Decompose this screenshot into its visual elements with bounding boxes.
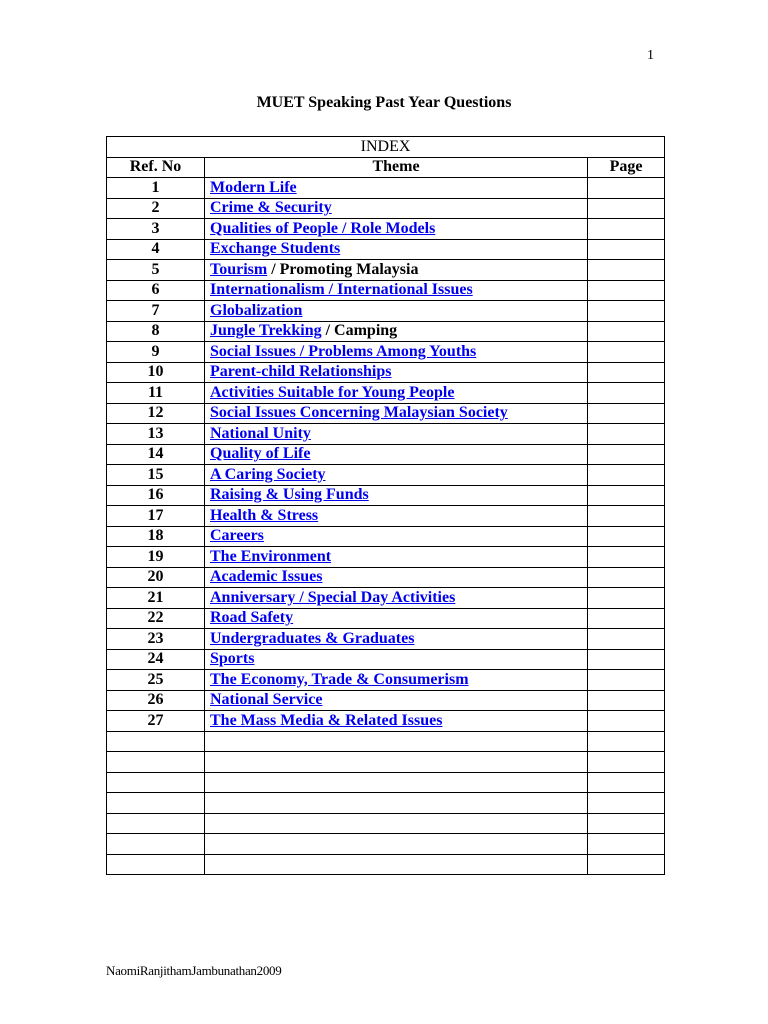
page-cell	[588, 362, 665, 383]
theme-link[interactable]: Internationalism / International Issues	[210, 281, 473, 299]
page-cell	[588, 834, 665, 855]
page-cell	[588, 547, 665, 568]
ref-no-cell: 17	[107, 506, 205, 527]
column-header-row	[107, 157, 665, 178]
ref-no-cell	[107, 834, 205, 855]
theme-link[interactable]: The Environment	[210, 547, 332, 565]
page-cell	[588, 383, 665, 404]
page-cell	[588, 301, 665, 322]
theme-cell	[205, 854, 588, 875]
table-row	[107, 178, 665, 199]
page-cell	[588, 731, 665, 752]
theme-link[interactable]: Crime & Security	[210, 199, 332, 217]
theme-cell	[205, 280, 588, 301]
page-cell	[588, 649, 665, 670]
page-header: Page	[588, 157, 665, 178]
theme-link[interactable]: Parent-child Relationships	[210, 363, 392, 381]
theme-link[interactable]: Social Issues Concerning Malaysian Society	[210, 404, 508, 422]
ref-no-cell: 19	[107, 547, 205, 568]
table-row	[107, 752, 665, 773]
theme-cell	[205, 608, 588, 629]
page-cell	[588, 280, 665, 301]
ref-no-cell: 2	[107, 198, 205, 219]
table-row	[107, 280, 665, 301]
page-cell	[588, 485, 665, 506]
ref-no-cell: 20	[107, 567, 205, 588]
table-row	[107, 711, 665, 732]
theme-cell	[205, 198, 588, 219]
ref-no-cell: 5	[107, 260, 205, 281]
ref-no-cell: 11	[107, 383, 205, 404]
theme-link[interactable]: Careers	[210, 527, 264, 545]
ref-no-cell: 15	[107, 465, 205, 486]
page-cell	[588, 465, 665, 486]
table-row	[107, 731, 665, 752]
ref-no-header: Ref. No	[107, 157, 205, 178]
theme-cell	[205, 362, 588, 383]
theme-cell	[205, 342, 588, 363]
page-cell	[588, 752, 665, 773]
page-cell	[588, 239, 665, 260]
theme-cell	[205, 813, 588, 834]
theme-cell	[205, 670, 588, 691]
table-row	[107, 219, 665, 240]
table-row	[107, 424, 665, 445]
ref-no-cell: 24	[107, 649, 205, 670]
ref-no-cell: 16	[107, 485, 205, 506]
page-cell	[588, 444, 665, 465]
page-cell	[588, 629, 665, 650]
ref-no-cell: 3	[107, 219, 205, 240]
page-cell	[588, 670, 665, 691]
theme-cell	[205, 239, 588, 260]
ref-no-cell: 18	[107, 526, 205, 547]
page-cell	[588, 219, 665, 240]
table-row	[107, 239, 665, 260]
theme-cell	[205, 526, 588, 547]
page-cell	[588, 526, 665, 547]
table-row	[107, 854, 665, 875]
theme-cell	[205, 301, 588, 322]
theme-link[interactable]: Undergraduates & Graduates	[210, 629, 415, 647]
ref-no-cell: 4	[107, 239, 205, 260]
page-cell	[588, 854, 665, 875]
theme-cell	[205, 444, 588, 465]
table-row	[107, 649, 665, 670]
theme-link[interactable]: A Caring Society	[210, 465, 326, 483]
table-row	[107, 670, 665, 691]
ref-no-cell: 7	[107, 301, 205, 322]
theme-cell	[205, 547, 588, 568]
document-title: MUET Speaking Past Year Questions	[256, 94, 512, 111]
table-row	[107, 690, 665, 711]
page-cell	[588, 588, 665, 609]
theme-link[interactable]: Health & Stress	[210, 506, 319, 524]
theme-link[interactable]: Tourism	[210, 260, 268, 278]
table-row	[107, 629, 665, 650]
ref-no-cell: 25	[107, 670, 205, 691]
theme-link[interactable]: Raising & Using Funds	[210, 486, 369, 504]
theme-link[interactable]: Social Issues / Problems Among Youths	[210, 342, 477, 360]
ref-no-cell: 12	[107, 403, 205, 424]
theme-link[interactable]: Exchange Students	[210, 240, 341, 258]
theme-link[interactable]: Academic Issues	[210, 568, 323, 586]
table-row	[107, 547, 665, 568]
ref-no-cell	[107, 813, 205, 834]
theme-link[interactable]: Activities Suitable for Young People	[210, 383, 455, 401]
theme-link[interactable]: Globalization	[210, 301, 303, 319]
index-body	[107, 178, 665, 875]
theme-cell	[205, 690, 588, 711]
page-cell	[588, 342, 665, 363]
ref-no-cell: 13	[107, 424, 205, 445]
table-row	[107, 362, 665, 383]
page-cell	[588, 178, 665, 199]
theme-link[interactable]: Sports	[210, 650, 255, 668]
theme-cell	[205, 834, 588, 855]
theme-suffix: / Camping	[321, 322, 398, 340]
table-row	[107, 834, 665, 855]
table-row	[107, 526, 665, 547]
table-row	[107, 198, 665, 219]
theme-link[interactable]: Qualities of People / Role Models	[210, 219, 436, 237]
table-row	[107, 383, 665, 404]
ref-no-cell: 14	[107, 444, 205, 465]
theme-cell	[205, 567, 588, 588]
theme-link[interactable]: Jungle Trekking	[210, 322, 322, 340]
page-cell	[588, 260, 665, 281]
ref-no-cell: 21	[107, 588, 205, 609]
page-cell	[588, 772, 665, 793]
table-row	[107, 793, 665, 814]
theme-cell	[205, 629, 588, 650]
footer-author: NaomiRanjithamJambunathan2009	[106, 963, 282, 978]
theme-link[interactable]: Quality of Life	[210, 445, 311, 463]
table-row	[107, 342, 665, 363]
table-row	[107, 567, 665, 588]
table-row	[107, 321, 665, 342]
page-cell	[588, 813, 665, 834]
index-caption: INDEX	[107, 137, 665, 158]
theme-header: Theme	[205, 157, 588, 178]
theme-cell	[205, 321, 588, 342]
table-row	[107, 608, 665, 629]
ref-no-cell: 27	[107, 711, 205, 732]
table-row	[107, 772, 665, 793]
table-row	[107, 301, 665, 322]
theme-cell	[205, 178, 588, 199]
theme-cell	[205, 731, 588, 752]
ref-no-cell: 10	[107, 362, 205, 383]
page-cell	[588, 793, 665, 814]
table-row	[107, 403, 665, 424]
ref-no-cell	[107, 731, 205, 752]
table-row	[107, 485, 665, 506]
table-row	[107, 444, 665, 465]
page-cell	[588, 198, 665, 219]
table-row	[107, 588, 665, 609]
page-cell	[588, 690, 665, 711]
theme-cell	[205, 485, 588, 506]
ref-no-cell	[107, 854, 205, 875]
theme-cell	[205, 649, 588, 670]
theme-link[interactable]: National Service	[210, 691, 323, 709]
page-number: 1	[647, 48, 654, 63]
theme-cell	[205, 506, 588, 527]
ref-no-cell	[107, 752, 205, 773]
ref-no-cell: 26	[107, 690, 205, 711]
theme-link[interactable]: National Unity	[210, 424, 311, 442]
theme-link[interactable]: The Mass Media & Related Issues	[210, 711, 443, 729]
theme-link[interactable]: Modern Life	[210, 178, 297, 196]
ref-no-cell: 8	[107, 321, 205, 342]
table-row	[107, 465, 665, 486]
page-cell	[588, 711, 665, 732]
theme-cell	[205, 711, 588, 732]
theme-cell	[205, 772, 588, 793]
theme-cell	[205, 424, 588, 445]
theme-link[interactable]: The Economy, Trade & Consumerism	[210, 670, 469, 688]
ref-no-cell: 6	[107, 280, 205, 301]
index-caption-row	[107, 137, 665, 158]
table-row	[107, 260, 665, 281]
page-cell	[588, 506, 665, 527]
theme-suffix: / Promoting Malaysia	[267, 260, 419, 278]
theme-cell	[205, 465, 588, 486]
theme-cell	[205, 383, 588, 404]
ref-no-cell: 22	[107, 608, 205, 629]
ref-no-cell: 9	[107, 342, 205, 363]
theme-link[interactable]: Anniversary / Special Day Activities	[210, 588, 456, 606]
theme-cell	[205, 219, 588, 240]
page-cell	[588, 403, 665, 424]
theme-cell	[205, 260, 588, 281]
table-row	[107, 813, 665, 834]
page-cell	[588, 424, 665, 445]
theme-cell	[205, 752, 588, 773]
theme-cell	[205, 403, 588, 424]
ref-no-cell: 1	[107, 178, 205, 199]
theme-link[interactable]: Road Safety	[210, 609, 294, 627]
ref-no-cell	[107, 772, 205, 793]
table-row	[107, 506, 665, 527]
page-cell	[588, 321, 665, 342]
ref-no-cell: 23	[107, 629, 205, 650]
page-cell	[588, 608, 665, 629]
theme-cell	[205, 793, 588, 814]
theme-cell	[205, 588, 588, 609]
page-cell	[588, 567, 665, 588]
ref-no-cell	[107, 793, 205, 814]
index-table	[106, 136, 665, 875]
